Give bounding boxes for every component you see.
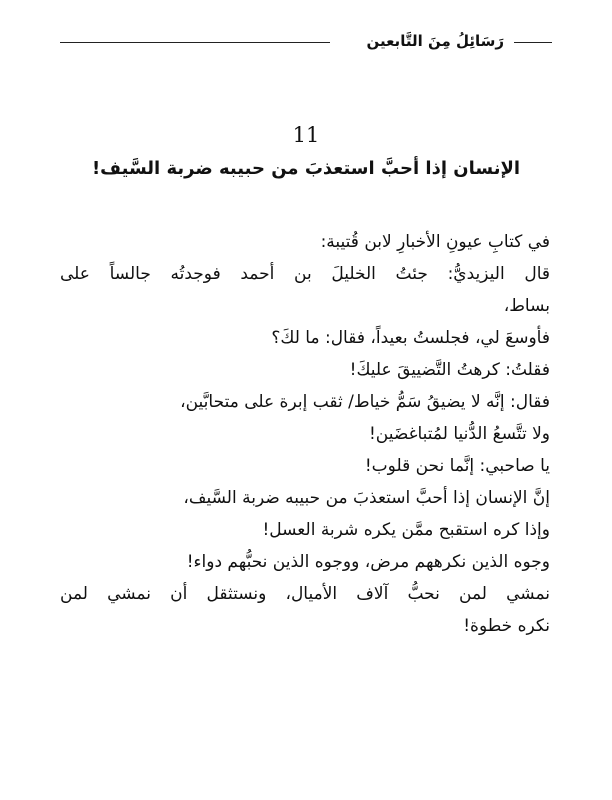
running-header <box>60 30 552 54</box>
header-rule-right <box>514 42 552 43</box>
text-line: فقلتُ: كرهتُ التَّضييقَ عليكَ! <box>349 360 550 380</box>
book-title: رَسَائِلُ مِنَ التَّابعين <box>366 32 504 50</box>
text-line: قال اليزيديُّ: جئتُ الخليلَ بن أحمد فوجدتُه جالساً على <box>60 264 550 284</box>
text-line: وإذا كره استقبح ممَّن يكره شربة العسل! <box>262 520 550 540</box>
text-line: ولا تتَّسعُ الدُّنيا لمُتباغضَين! <box>368 424 550 444</box>
text-line: وجوه الذين نكرههم مرض، ووجوه الذين نحبُّهم دواء! <box>186 552 550 572</box>
text-line: فأوسعَ لي، فجلستُ بعيداً، فقال: ما لكَ؟ <box>271 328 550 348</box>
header-rule-left <box>60 42 330 43</box>
text-line: إنَّ الإنسان إذا أحبَّ استعذبَ من حبيبه ضربة السَّيف، <box>183 488 550 508</box>
chapter-title: الإنسان إذا أحبَّ استعذبَ من حبيبه ضربة السَّيف! <box>91 158 521 179</box>
text-line: في كتابِ عيونِ الأخبارِ لابن قُتيبة: <box>320 232 550 252</box>
body-text <box>60 226 550 642</box>
text-line: نمشي لمن نحبُّ آلاف الأميال، ونستثقل أن نمشي لمن <box>60 584 550 604</box>
text-line: نكره خطوة! <box>463 616 550 636</box>
text-line: بساط، <box>503 296 550 316</box>
text-line: فقال: إنَّه لا يضيقُ سَمُّ خياط/ ثقب إبرة على متحابَّين، <box>180 392 550 412</box>
text-line: يا صاحبي: إنَّما نحن قلوب! <box>364 456 550 476</box>
chapter-number: 11 <box>292 123 320 147</box>
